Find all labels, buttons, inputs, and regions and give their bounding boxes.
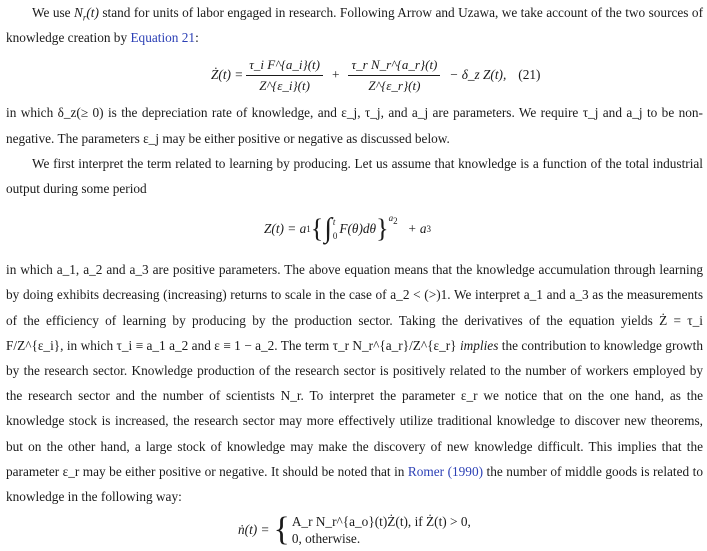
equation-middle-goods: ṅ(t) = { A_r N_r^{a_o}(t)Ż(t), if Ż(t) > 0, 0, otherwise. xyxy=(238,511,471,549)
eq21-tail: − δ_z Z(t), xyxy=(449,67,507,83)
equation-21: Ż(t) = $\frac{\text{τ\_i F\textasciicircum{}\{a\_i\}(t)}}{Z\^{}\{\varepsilon\_i\}(t)}$ + $\frac{\text{τ\_r N\_r\textasciicircum{}\{a\_r\}(t)}}{Z\^{}\{\varepsilon\_r\}(t)}$ − δ_z Z(t), (21) xyxy=(211,56,541,93)
eq21-lhs: Ż(t) = xyxy=(211,67,244,83)
equation-knowledge: Z(t) = a 1 { ∫ t 0 F(θ)dθ } $^{a_2}$ + a 3 xyxy=(264,212,432,245)
eq21-fraction-1: $\frac{\text{τ\_i F\textasciicircum{}\{a\_i\}(t)}}{Z\^{}\{\varepsilon\_i\}(t)}$ xyxy=(246,57,323,94)
romer-1990-link[interactable]: Romer (1990) xyxy=(407,463,484,479)
integral-sign: ∫ xyxy=(324,213,332,245)
equation-21-link[interactable]: Equation 21 xyxy=(130,30,196,46)
paragraph-parameters: in which δ_z(≥ 0) is the depreciation rate of knowledge, and ε_j, τ_j, and a_j are parameters. We require τ_j and a_j to be non-negative. The parameters ε_j may be either positive or negative as discussed below. xyxy=(6,105,703,146)
case-positive: A_r N_r^{a_o}(t)Ż(t), if Ż(t) > 0, xyxy=(291,514,471,530)
eq21-fraction-2: $\frac{\text{τ\_r N\_r\textasciicircum{}\{a\_r\}(t)}}{Z\^{}\{\varepsilon\_r\}(t)}$ xyxy=(348,57,440,94)
paragraph-intro: We use $N_r(t)$ stand for units of labor engaged in research. Following Arrow and Uzawa, we take account of the two sources of knowledge creation by Equation 21: xyxy=(6,5,703,46)
equation-number: (21) xyxy=(518,67,541,83)
right-brace: } xyxy=(376,214,389,244)
paragraph-learning: We first interpret the term related to learning by producing. Let us assume that knowledge is a function of the total industrial output during some period xyxy=(6,155,703,197)
cases-brace: { xyxy=(273,511,290,549)
paragraph-interpretation: in which a_1, a_2 and a_3 are positive parameters. The above equation means that the knowledge accumulation through learning by doing exhibits decreasing (increasing) returns to scale in the case of a_2 < (>)1. We interpret a_1 and a_3 as the measurements of the efficiency of learning by producing by the production sector. Taking the derivatives of the equation yields Ż = τ_i F/Z^{ε_i}, in which τ_i ≡ a_1 a_2 and ε ≡ 1 − a_2. The term τ_r N_r^{a_r}/Z^{ε_r} implies the contribution to knowledge growth by the research sector. Knowledge production of the research sector is positively related to the number of workers employed by the research sector and the number of scientists N_r. To interpret the parameter ε_r we notice that on the one hand, as the knowledge stock is increased, the research sector may more effectively utilize traditional knowledge to discover new theorems, but on the other hand, a large stock of knowledge may make the discovery of new knowledge difficult. This implies that the parameter ε_r may be either positive or negative. It should be noted that in Romer (1990) the number of middle goods is related to knowledge in the following way: xyxy=(6,262,703,505)
case-otherwise: 0, otherwise. xyxy=(291,531,361,547)
left-brace: { xyxy=(310,214,324,244)
